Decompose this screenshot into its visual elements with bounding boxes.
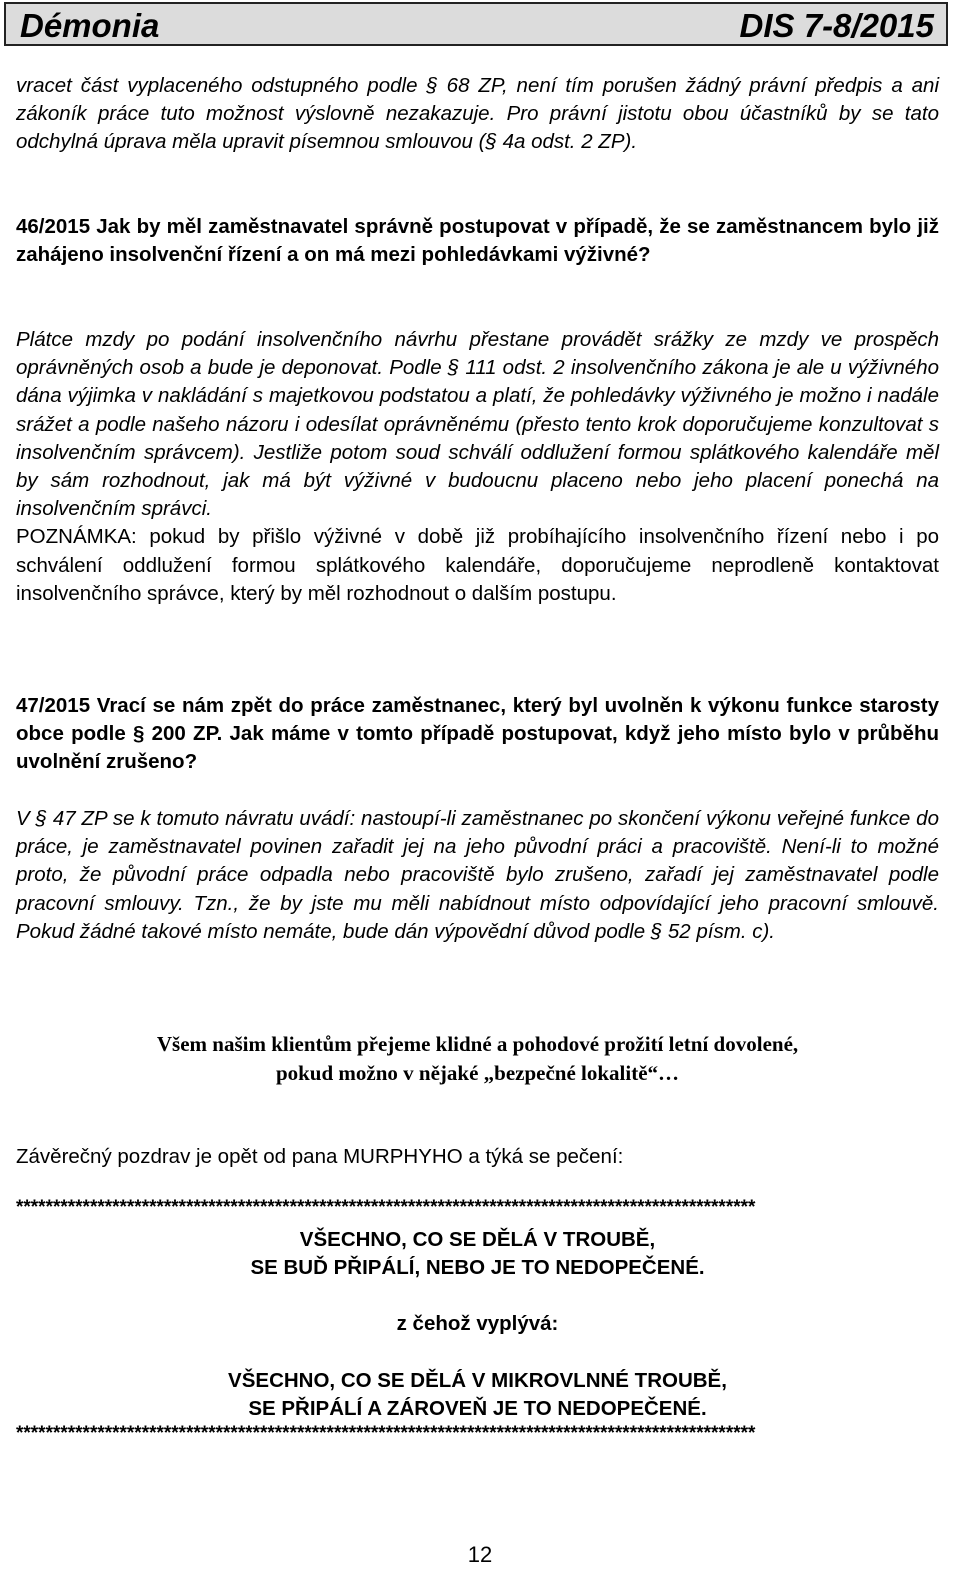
page-header	[4, 2, 948, 46]
stars-top	[16, 1198, 939, 1218]
newsletter-title: Démonia	[20, 7, 160, 44]
closing-sentence	[16, 1143, 939, 1171]
stars-bottom	[16, 1424, 939, 1444]
murphy-line-1: VŠECHNO, CO SE DĚLÁ V TROUBĚ,	[299, 1228, 656, 1251]
murphy-conclusion: z čehož vyplývá:	[396, 1312, 559, 1336]
question-46	[16, 213, 939, 269]
answer-47-text: V § 47 ZP se k tomuto návratu uvádí: nastoupí-li zaměstnanec po skončení výkonu veřejné funkce do práce, je zaměstnavatel povinen zařadit jej na jeho původní práci a pracoviště. Není-li to možné proto, že původní práce odpadla nebo pracoviště bylo zrušeno, zařadí jej zaměstnavatel podle pracovní smlouvy. Tzn., že by jste mu měli nabídnout místo odpovídající jeho pracovní smlouvě. Pokud žádné takové místo nemáte, bude dán výpovědní důvod podle § 52 písm. c).	[16, 807, 939, 943]
murphy-line-3: VŠECHNO, CO SE DĚLÁ V MIKROVLNNÉ TROUBĚ,	[228, 1368, 727, 1392]
question-47-title: 47/2015 Vrací se nám zpět do práce zaměstnanec, který byl uvolněn k výkonu funkce starosty obce podle § 200 ZP. Jak máme v tomto případě postupovat, když jeho místo bylo v průběhu uvolnění zrušeno?	[16, 694, 939, 774]
closing-text: Závěrečný pozdrav je opět od pana MURPHYHO a týká se pečení:	[16, 1145, 624, 1168]
murphy-line-4: SE PŘIPÁLÍ A ZÁROVEŇ JE TO NEDOPEČENÉ.	[248, 1396, 707, 1420]
question-47	[16, 692, 939, 777]
answer-46-note: POZNÁMKA: pokud by přišlo výživné v době již probíhajícího insolvenčního řízení nebo i po schválení oddlužení formou splátkového kalendáře, doporučujeme neprodleně kontaktovat insolvenčního správce, který by měl rozhodnout o dalším postupu.	[16, 525, 939, 605]
holiday-wish-line-1: Všem našim klientům přejeme klidné a pohodové prožití letní dovolené,	[156, 1032, 799, 1056]
issue-number: DIS 7-8/2015	[739, 7, 934, 44]
stars-divider-bottom: ****************************************************************************************************	[16, 1424, 756, 1444]
murphy-law	[16, 1226, 939, 1423]
page-number: 12	[467, 1542, 493, 1567]
answer-46	[16, 326, 939, 608]
stars-divider-top: ****************************************************************************************************	[16, 1198, 756, 1218]
murphy-line-2: SE BUĎ PŘIPÁLÍ, NEBO JE TO NEDOPEČENÉ.	[250, 1256, 705, 1280]
question-46-title: 46/2015 Jak by měl zaměstnavatel správně postupovat v případě, že se zaměstnancem bylo již zahájeno insolvenční řízení a on má mezi pohledávkami výživné?	[16, 215, 939, 267]
holiday-wish	[16, 1030, 939, 1088]
answer-46-text: Plátce mzdy po podání insolvenčního návrhu přestane provádět srážky ze mzdy ve prospěch oprávněných osob a bude je deponovat. Podle § 111 odst. 2 insolvenčního zákona je ale u výživného dána výjimka v nakládání s majetkovou podstatou a platí, že pohledávky výživného je možno i nadále srážet a podle našeho názoru i odesílat oprávněnému (přesto tento krok doporučujeme konzultovat s insolvenčním správcem). Jestliže potom soud schválí oddlužení formou splátkového kalendáře měl by sám rozhodnout, jak má být výživné v budoucnu placeno nebo jeho placení ponechá na insolvenčním správci.	[16, 328, 939, 521]
answer-47	[16, 805, 939, 946]
holiday-wish-line-2: pokud možno v nějaké „bezpečné lokalitě“…	[275, 1061, 680, 1085]
intro-paragraph-block	[16, 72, 939, 157]
intro-paragraph: vracet část vyplaceného odstupného podle § 68 ZP, není tím porušen žádný právní předpis a ani zákoník práce tuto možnost výslovně nezakazuje. Pro právní jistotu obou účastníků by se tato odchylná úprava měla upravit písemnou smlouvou (§ 4a odst. 2 ZP).	[16, 74, 939, 154]
